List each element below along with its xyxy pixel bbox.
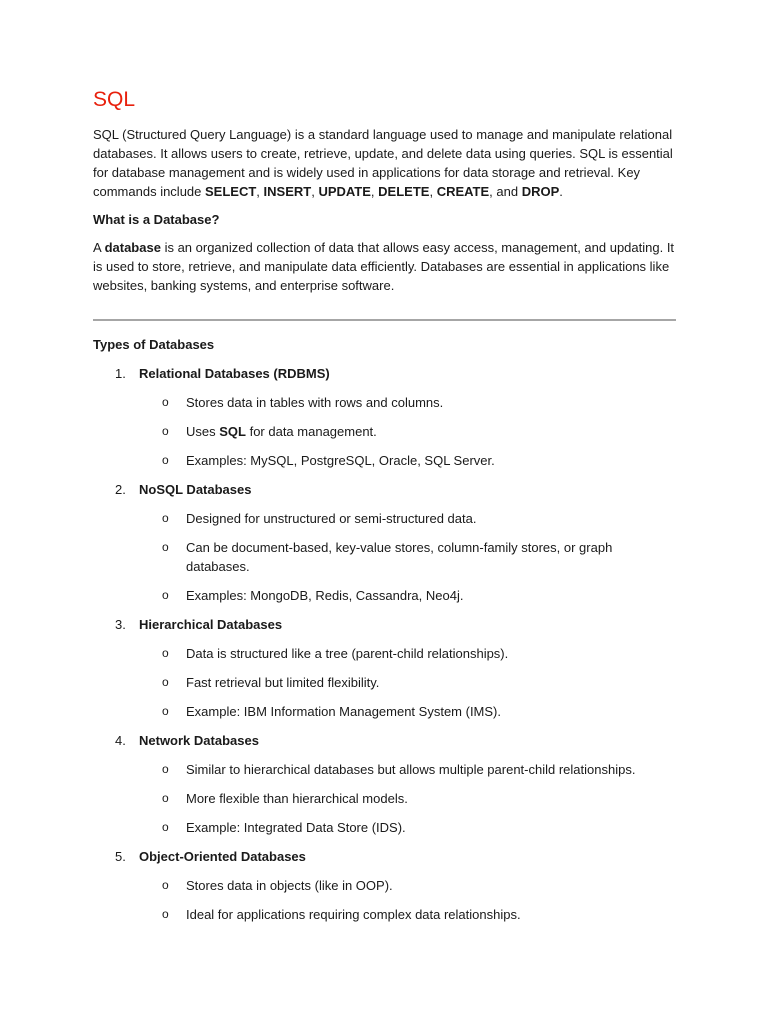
bullet-text: Ideal for applications requiring complex data relationships. [186, 907, 521, 922]
hollow-bullet-icon: o [162, 511, 169, 525]
types-of-databases-heading: Types of Databases [93, 337, 215, 352]
command-drop: DROP [521, 184, 560, 199]
database-definition-paragraph: A database is an organized collection of data that allows easy access, management, and updating. It is used to store, retrieve, and manipulate data efficiently. Databases are essential in applications like websites, banking systems, and enterprise software. [93, 240, 675, 293]
hollow-bullet-icon: o [162, 762, 169, 776]
document-page [93, 86, 676, 934]
bullet-item [93, 393, 676, 412]
page-title: SQL [93, 88, 136, 111]
command-create: CREATE [436, 184, 490, 199]
bullet-item [93, 702, 676, 721]
bullet-item [93, 760, 676, 779]
bullet-item [93, 905, 676, 924]
type-title-label: Hierarchical Databases [139, 617, 283, 632]
type-title [93, 847, 676, 866]
hollow-bullet-icon: o [162, 675, 169, 689]
bullet-text: Stores data in tables with rows and columns. [186, 395, 444, 410]
list-number: 5. [115, 849, 126, 864]
hollow-bullet-icon: o [162, 704, 169, 718]
bullet-text: Designed for unstructured or semi-structured data. [186, 511, 477, 526]
intro-paragraph: SQL (Structured Query Language) is a standard language used to manage and manipulate relational databases. It allows users to create, retrieve, update, and delete data using queries. SQL is essential for database management and is widely used in applications for data storage and retrieval. Key commands include SELECT, INSERT, UPDATE, DELETE, CREATE, and DROP. [93, 127, 673, 199]
hollow-bullet-icon: o [162, 453, 169, 467]
bullet-item [93, 586, 676, 605]
hollow-bullet-icon: o [162, 540, 169, 554]
bullet-text: Examples: MySQL, PostgreSQL, Oracle, SQL Server. [186, 453, 495, 468]
bullet-text: Fast retrieval but limited flexibility. [186, 675, 380, 690]
type-title-label: NoSQL Databases [139, 482, 252, 497]
command-select: SELECT [205, 184, 257, 199]
bullet-item [93, 538, 676, 576]
types-list [93, 364, 676, 924]
list-item [93, 480, 676, 605]
type-title-label: Relational Databases (RDBMS) [139, 366, 330, 381]
list-number: 3. [115, 617, 126, 632]
hollow-bullet-icon: o [162, 907, 169, 921]
bullet-item [93, 509, 676, 528]
list-number: 4. [115, 733, 126, 748]
bullet-item [93, 673, 676, 692]
type-title [93, 731, 676, 750]
bullet-text: Uses SQL for data management. [186, 424, 377, 439]
bullet-text: More flexible than hierarchical models. [186, 791, 408, 806]
bullet-text: Can be document-based, key-value stores, column-family stores, or graph databases. [186, 540, 613, 574]
type-title [93, 480, 676, 499]
command-update: UPDATE [318, 184, 371, 199]
bullet-text: Data is structured like a tree (parent-child relationships). [186, 646, 509, 661]
bullet-item [93, 818, 676, 837]
intro-text: SQL (Structured Query Language) is a standard language used to manage and manipulate relational databases. It allows users to create, retrieve, update, and delete data using queries. SQL is essential for database management and is widely used in applications for data storage and retrieval. Key commands include [93, 127, 673, 199]
bullet-item [93, 876, 676, 895]
type-title [93, 615, 676, 634]
list-item [93, 615, 676, 721]
hollow-bullet-icon: o [162, 588, 169, 602]
bullet-item [93, 644, 676, 663]
hollow-bullet-icon: o [162, 791, 169, 805]
hollow-bullet-icon: o [162, 424, 169, 438]
section-divider [93, 319, 676, 321]
type-title-label: Object-Oriented Databases [139, 849, 306, 864]
type-title [93, 364, 676, 383]
hollow-bullet-icon: o [162, 395, 169, 409]
list-number: 2. [115, 482, 126, 497]
bullet-text: Stores data in objects (like in OOP). [186, 878, 393, 893]
list-item [93, 364, 676, 470]
bullet-text: Example: Integrated Data Store (IDS). [186, 820, 406, 835]
bullet-bold-term: SQL [219, 424, 246, 439]
list-item [93, 847, 676, 924]
bullet-text: Examples: MongoDB, Redis, Cassandra, Neo4j. [186, 588, 464, 603]
list-item [93, 731, 676, 837]
command-delete: DELETE [378, 184, 430, 199]
list-number: 1. [115, 366, 126, 381]
bullet-text: Example: IBM Information Management System (IMS). [186, 704, 501, 719]
bullet-item [93, 422, 676, 441]
what-is-database-heading: What is a Database? [93, 212, 220, 227]
bullet-item [93, 789, 676, 808]
command-insert: INSERT [263, 184, 312, 199]
hollow-bullet-icon: o [162, 646, 169, 660]
type-title-label: Network Databases [139, 733, 259, 748]
hollow-bullet-icon: o [162, 820, 169, 834]
database-term: database [104, 240, 161, 255]
hollow-bullet-icon: o [162, 878, 169, 892]
bullet-item [93, 451, 676, 470]
bullet-text: Similar to hierarchical databases but allows multiple parent-child relationships. [186, 762, 636, 777]
